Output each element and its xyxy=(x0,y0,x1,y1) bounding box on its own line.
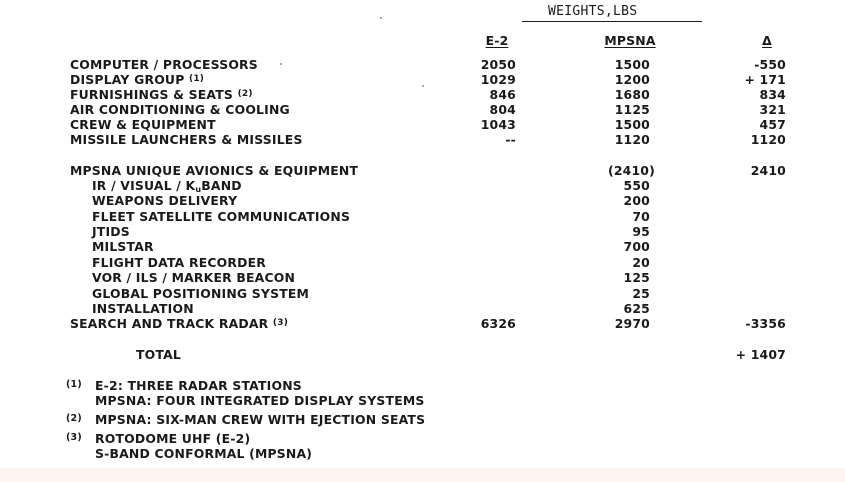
footnote-ref: (1) xyxy=(189,74,205,84)
row-label: FLIGHT DATA RECORDER xyxy=(92,255,267,270)
row-label: MILSTAR xyxy=(92,239,154,254)
row-value-delta: 834 xyxy=(759,87,786,102)
page-bottom-band xyxy=(0,468,845,482)
scan-speck xyxy=(380,17,382,19)
footnote-line: S-BAND CONFORMAL (MPSNA) xyxy=(95,446,313,461)
row-value-mpsna: 1125 xyxy=(614,102,650,117)
row-value-delta: 1120 xyxy=(750,132,786,147)
row-label: FLEET SATELLITE COMMUNICATIONS xyxy=(92,209,351,224)
row-label-text: IR / VISUAL / K xyxy=(92,178,196,193)
row-value-e2: 2050 xyxy=(480,57,516,72)
row-value-e2: 1043 xyxy=(480,117,516,132)
row-label-text: SEARCH AND TRACK RADAR xyxy=(70,316,269,331)
footnote-mark: (1) xyxy=(66,379,82,390)
weights-header-rule xyxy=(522,21,702,22)
row-value-e2: 6326 xyxy=(480,316,516,331)
footnote-ref: (3) xyxy=(272,318,289,328)
row-value-mpsna: 1200 xyxy=(614,72,650,87)
column-header-delta: Δ xyxy=(762,33,772,48)
row-label: INSTALLATION xyxy=(92,301,194,316)
row-value-mpsna: 95 xyxy=(632,224,650,239)
scan-speck xyxy=(422,85,424,87)
row-value-delta: + 171 xyxy=(744,72,786,87)
row-value-mpsna: 70 xyxy=(632,209,650,224)
column-header-mpsna: MPSNA xyxy=(604,33,656,48)
column-header-e2: E-2 xyxy=(485,33,509,48)
footnote-line: MPSNA: FOUR INTEGRATED DISPLAY SYSTEMS xyxy=(95,393,425,408)
row-label-subscript: u xyxy=(195,185,202,194)
total-value-delta: + 1407 xyxy=(735,347,786,362)
row-label: WEAPONS DELIVERY xyxy=(92,193,238,208)
row-value-delta: -550 xyxy=(754,57,786,72)
row-value-mpsna: (2410) xyxy=(607,163,655,178)
row-value-mpsna: 700 xyxy=(623,239,650,254)
row-label xyxy=(70,316,288,331)
row-label: AIR CONDITIONING & COOLING xyxy=(70,102,290,117)
row-value-e2: 846 xyxy=(489,87,516,102)
row-label-text: FURNISHINGS & SEATS xyxy=(70,87,234,102)
scan-speck xyxy=(280,63,282,65)
row-label-text: DISPLAY GROUP xyxy=(70,72,185,87)
footnote-line: MPSNA: SIX-MAN CREW WITH EJECTION SEATS xyxy=(95,412,426,427)
row-value-mpsna: 1120 xyxy=(614,132,650,147)
footnote-mark: (2) xyxy=(66,413,82,424)
weights-header: WEIGHTS,LBS xyxy=(548,4,638,19)
row-label: MPSNA UNIQUE AVIONICS & EQUIPMENT xyxy=(70,163,359,178)
footnote-ref: (2) xyxy=(237,89,253,99)
row-value-mpsna: 550 xyxy=(623,178,650,193)
row-label: COMPUTER / PROCESSORS xyxy=(70,57,258,72)
row-value-delta: 2410 xyxy=(750,163,786,178)
row-value-e2: 804 xyxy=(489,102,516,117)
row-label: GLOBAL POSITIONING SYSTEM xyxy=(92,286,310,301)
row-label: JTIDS xyxy=(92,224,130,239)
footnote-line: ROTODOME UHF (E-2) xyxy=(95,431,251,446)
row-value-delta: 457 xyxy=(759,117,786,132)
row-label xyxy=(70,87,253,102)
row-label: CREW & EQUIPMENT xyxy=(70,117,216,132)
footnote-mark: (3) xyxy=(66,432,82,443)
row-value-mpsna: 1500 xyxy=(614,117,650,132)
footnote-line: E-2: THREE RADAR STATIONS xyxy=(95,378,302,393)
row-value-mpsna: 1500 xyxy=(614,57,650,72)
row-value-delta: 321 xyxy=(759,102,786,117)
row-value-mpsna: 2970 xyxy=(614,316,650,331)
row-value-mpsna: 125 xyxy=(623,270,650,285)
row-value-delta: -3356 xyxy=(745,316,786,331)
row-value-mpsna: 1680 xyxy=(614,87,650,102)
row-value-mpsna: 200 xyxy=(623,193,650,208)
total-label: TOTAL xyxy=(136,347,181,362)
row-value-e2: -- xyxy=(505,132,516,147)
row-value-e2: 1029 xyxy=(480,72,516,87)
row-label: VOR / ILS / MARKER BEACON xyxy=(92,270,296,285)
row-label-text-end: BAND xyxy=(201,178,242,193)
row-label: MISSILE LAUNCHERS & MISSILES xyxy=(70,132,303,147)
row-value-mpsna: 625 xyxy=(623,301,650,316)
row-label xyxy=(70,72,204,87)
row-value-mpsna: 20 xyxy=(632,255,650,270)
row-value-mpsna: 25 xyxy=(632,286,650,301)
